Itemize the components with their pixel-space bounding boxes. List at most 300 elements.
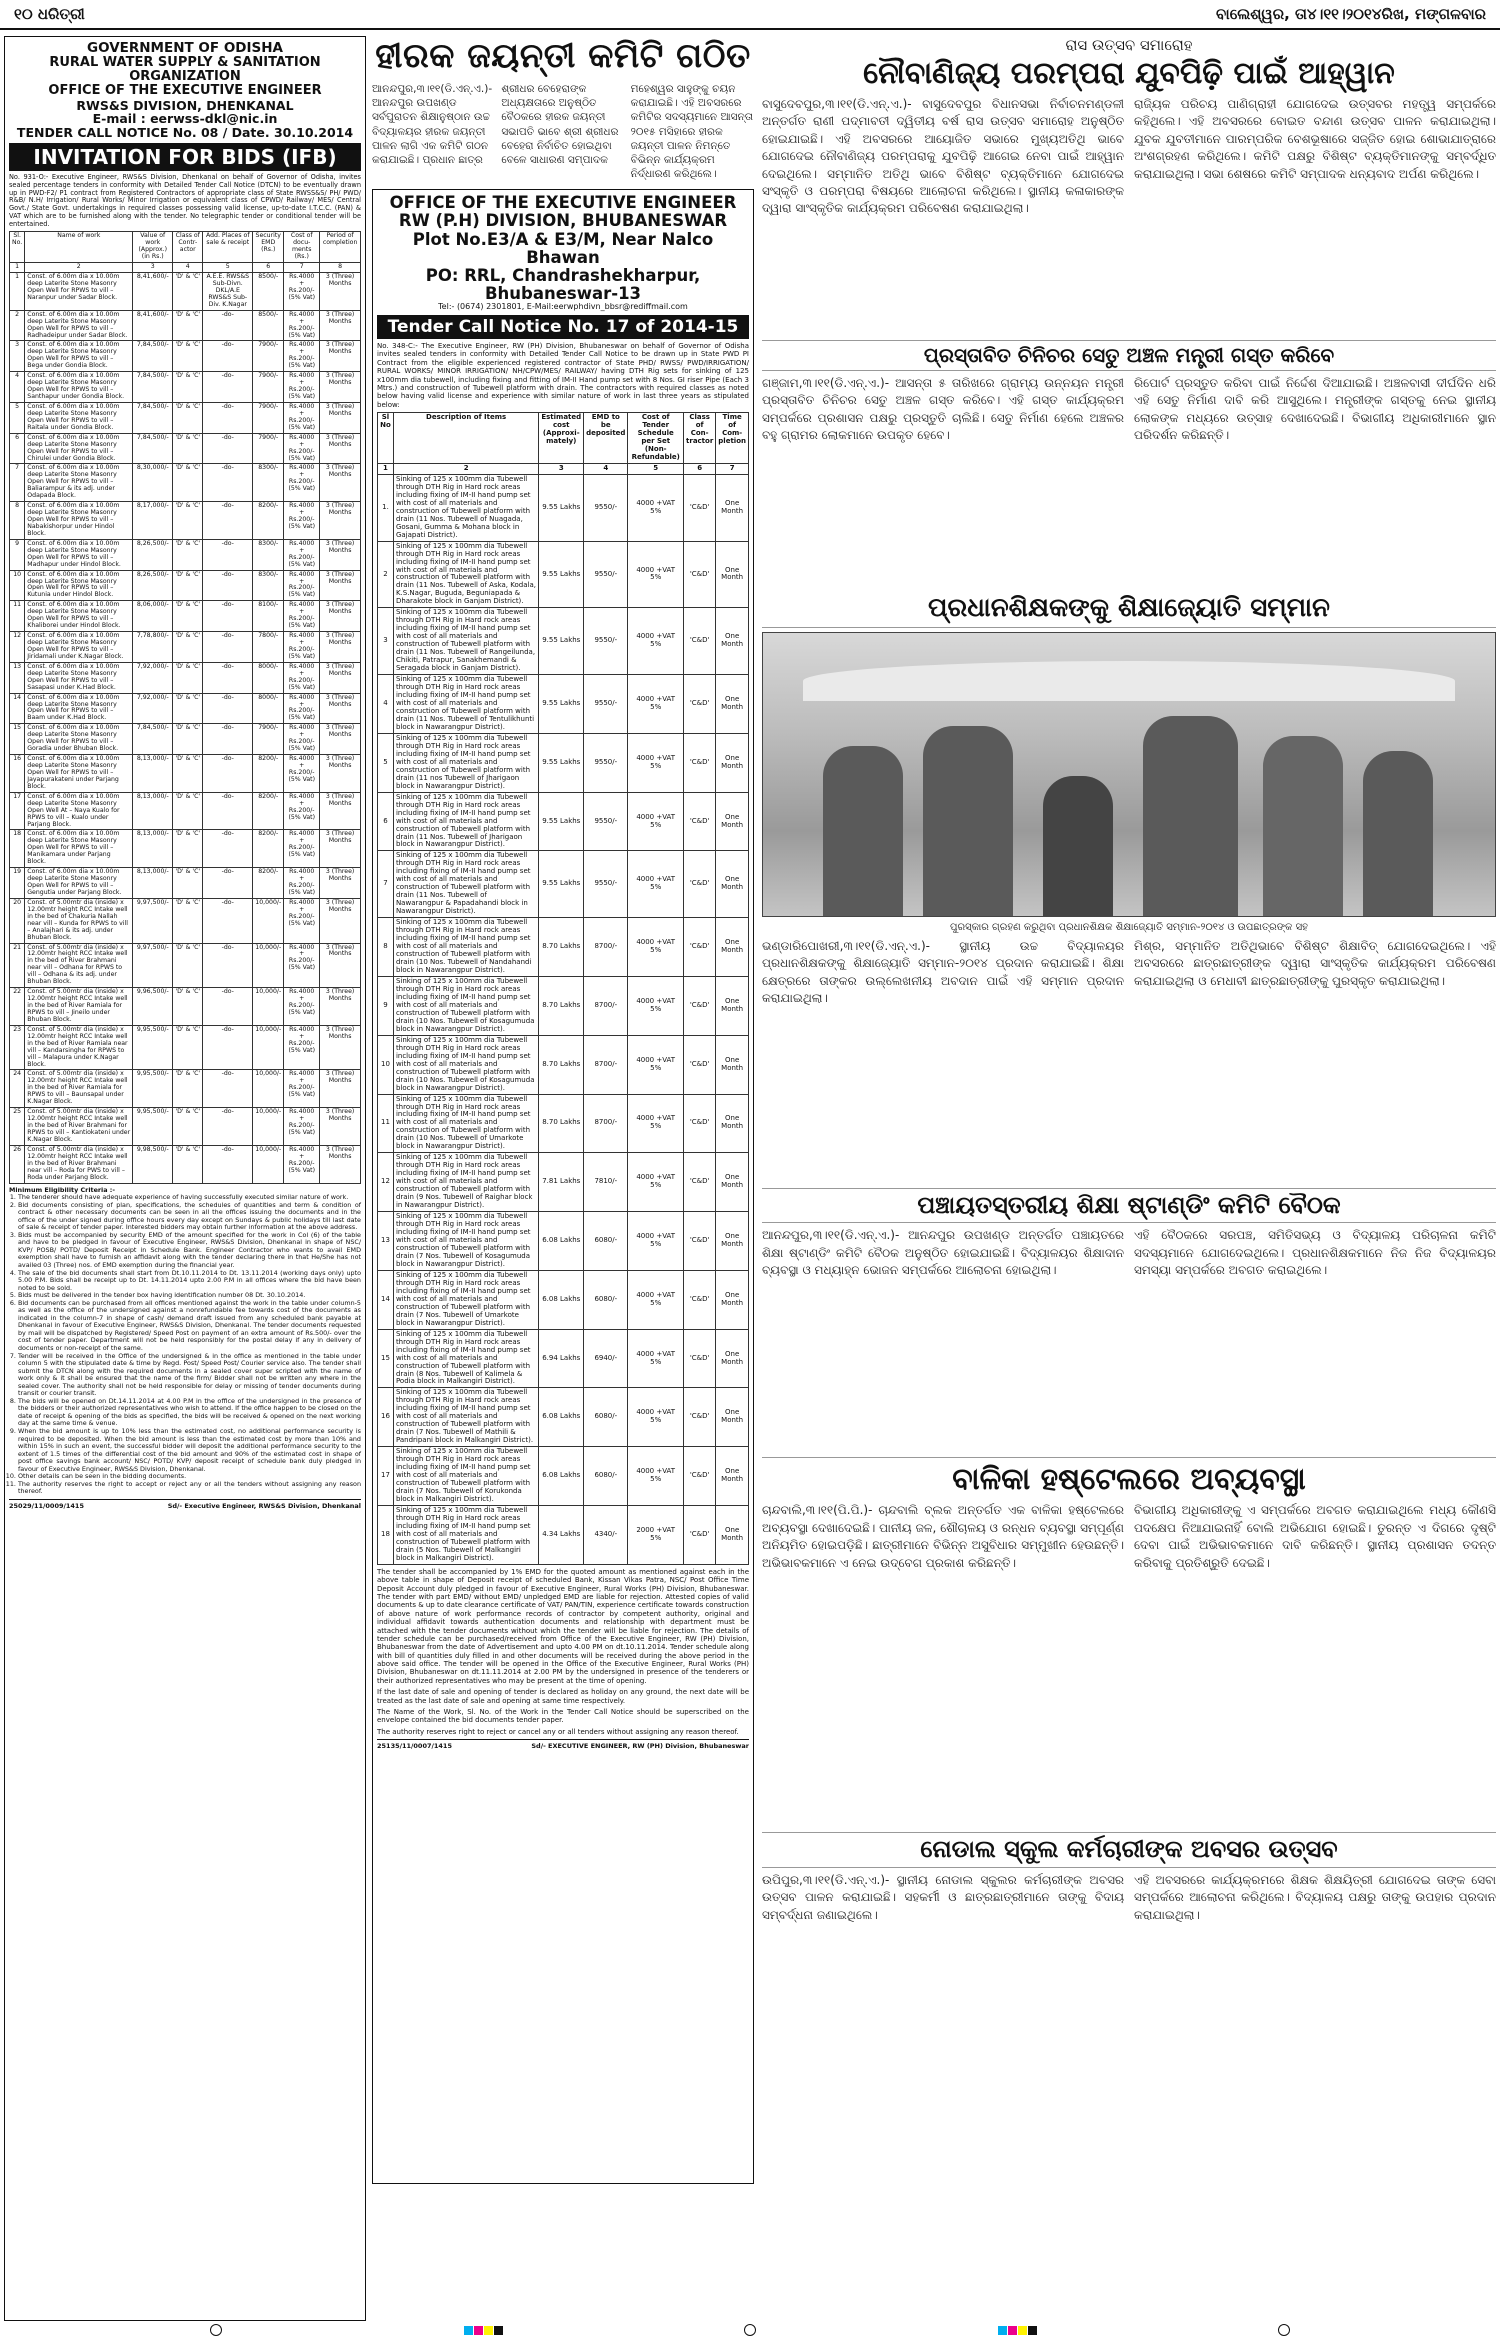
table-cell: 7,84,500/- [133, 724, 173, 755]
table-cell: Sinking of 125 x 100mm dia Tubewell through DTH Rig in Hard rock areas including fixing of IM-II hand pump set with cost of all materials and construction of Tubewell platform with drain (11 Nos. Tubewell of Jharigaon block in Nawarangpur District). [393, 792, 538, 851]
address-line-2: PO: RRL, Chandrashekharpur, Bhubaneswar-13 [425, 265, 701, 304]
table-cell: 2000 +VAT 5% [628, 1506, 684, 1565]
criteria-item: 7. Tender will be received in the Office of the undersigned & in the office as mentioned in the table under column 5 with the stipulated date & time by Regd. Post/ Speed Post/ Courier service also. The tender shall submit the DTCN along with the required documents in a sealed cover super scripted with the name of work only & it shall be ensured that the name of the firm/ Bidder shall not be written any where in the sealed cover. The authority shall not be held responsible for delay or missing of tender documents during transit or courier transit. [18, 1353, 361, 1398]
story-text: ଆନନ୍ଦପୁର,୩।୧୧(ଡି.ଏନ୍.ଏ.)- ଆନନ୍ଦପୁର ଉପଖଣ୍ଡ ଅନ୍ତର୍ଗତ ପଞ୍ଚାୟତରେ ଶିକ୍ଷା ଷ୍ଟାଣ୍ଡିଂ କମିଟି ବୈଠକ ଅନୁଷ୍ଠିତ ହୋଇଯାଇଛି। ବିଦ୍ୟାଳୟର ଶିକ୍ଷାଦାନ ବ୍ୟବସ୍ଥା ଓ ମଧ୍ୟାହ୍ନ ଭୋଜନ ସମ୍ପର୍କରେ ଆଲୋଚନା ହୋଇଥିଲା। [762, 1228, 1124, 1278]
email-line: E-mail : eerwss-dkl@nic.in [92, 111, 278, 127]
division-title: RWS&S DIVISION, DHENKANAL [76, 97, 294, 113]
table-cell: 'D' & 'C' [173, 372, 203, 403]
table-cell: 'D' & 'C' [173, 662, 203, 693]
table-row [378, 675, 749, 734]
table-cell: One Month [716, 1094, 749, 1153]
table-row [10, 341, 361, 372]
table-cell: 4000 +VAT 5% [628, 918, 684, 977]
table-row [378, 1447, 749, 1506]
table-cell: Rs.4000 + Rs.200/- (5% Vat) [284, 868, 320, 899]
headline-naval-trade: ନୌବାଣିଜ୍ୟ ପରମ୍ପରା ଯୁବପିଢ଼ି ପାଇଁ ଆହ୍ୱାନ [863, 56, 1395, 91]
table-cell: 'C&D' [684, 1270, 716, 1329]
table-row [10, 1070, 361, 1108]
table-cell: Const. of 5.00mtr dia (inside) x 12.00mtr height RCC Intake well in the bed of River Brahmani near vill – Odhana for RPWS to vill – Odhana & its adj. under Bhuban Block. [25, 943, 133, 988]
table-cell: 'D' & 'C' [173, 693, 203, 724]
table-cell: 4000 +VAT 5% [628, 1153, 684, 1212]
table-cell: 'C&D' [684, 1329, 716, 1388]
table-cell: 'C&D' [684, 1506, 716, 1565]
ad-signature: Sd/- Executive Engineer, RWS&S Division, Dhenkanal [167, 1501, 361, 1510]
page-number: ୧୦ ଧରିତ୍ରୀ [14, 5, 85, 23]
table-cell: Const. of 6.00m dia x 10.00m deep Laterite Stone Masonry Open Well for RPWS to vill – Bega under Gondia Block. [25, 341, 133, 372]
table-cell: 'D' & 'C' [173, 898, 203, 943]
table-cell: -do- [203, 1025, 253, 1070]
story-text: ଏହି ଅବସରରେ କାର୍ଯ୍ୟକ୍ରମରେ ଶିକ୍ଷକ ଶିକ୍ଷୟିତ୍ରୀ ଯୋଗଦେଇ ତାଙ୍କ ସେବା ସମ୍ପର୍କରେ ଆଲୋଚନା କରିଥିଲେ। ବିଦ୍ୟାଳୟ ପକ୍ଷରୁ ତାଙ୍କୁ ଉପହାର ପ୍ରଦାନ କରାଯାଇଥିଲା। [1134, 1873, 1496, 1922]
table-cell: Sinking of 125 x 100mm dia Tubewell through DTH Rig in Hard rock areas including fixing of IM-II hand pump set with cost of all materials and construction of Tubewell platform with drain (8 Nos. Tubewell of Kalimela & Podia block in Malkangiri District). [393, 1329, 538, 1388]
tender-para-4: The authority reserves right to reject or cancel any or all tenders without assigning any reason thereof. [377, 1727, 739, 1736]
table-cell: 9,95,500/- [133, 1025, 173, 1070]
table-cell: Rs.4000 + Rs.200/- (5% Vat) [284, 662, 320, 693]
table-cell: -do- [203, 662, 253, 693]
story-retirement [762, 1872, 1496, 2022]
table-cell: A.E.E. RWS&S Sub-Divn. DKL/A.E RWS&S Sub-Div. K.Nagar [203, 273, 253, 311]
contact-line: Tel:- (0674) 2301801, E-Mail:eerwphdivn_bbsr@rediffmail.com [438, 302, 688, 312]
tender-ad-bhubaneswar [372, 189, 754, 2184]
table-cell: 8,41,600/- [133, 310, 173, 341]
table-cell: Sinking of 125 x 100mm dia Tubewell through DTH Rig in Hard rock areas including fixing of IM-II hand pump set with cost of all materials and construction of Tubewell platform with drain (11 Nos. Tubewell of Nuagada, Gosani, Gumma & Mohana block in Gajapati District). [393, 474, 538, 541]
headline-girls-hostel: ବାଳିକା ହଷ୍ଟେଲରେ ଅବ୍ୟବସ୍ଥା [762, 1457, 1496, 1498]
table-cell: Rs.4000 + Rs.200/- (5% Vat) [284, 830, 320, 868]
table-cell: Const. of 6.00m dia x 10.00m deep Laterite Stone Masonry Open Well for RPWS to vill – Jiridamali under K.Nagar Block. [25, 632, 133, 663]
registration-mark-icon [210, 2324, 222, 2336]
table-cell: 'D' & 'C' [173, 1145, 203, 1183]
table-cell: 3 (Three) Months [320, 464, 361, 502]
table-cell: 10 [10, 570, 25, 601]
photo-person-shape [1043, 776, 1113, 916]
table-cell: 'D' & 'C' [173, 724, 203, 755]
table-cell: 'D' & 'C' [173, 273, 203, 311]
table-cell: 3 (Three) Months [320, 273, 361, 311]
table-cell: 'D' & 'C' [173, 755, 203, 793]
table-cell: 3 (Three) Months [320, 433, 361, 464]
table-cell: -do- [203, 310, 253, 341]
criteria-item: 6. Bid documents can be purchased from all offices mentioned against the work in the table under column-5 as well as the office of the undersigned against a nonrefundable fee towards cost of the documents as indicated in the column-7 in shape of cash/ demand draft issued from any scheduled bank payable at Dhenkanal in favour of Executive Engineer, RWS&S Division, Dhenkanal. The tender documents requested by mail will be dispatched by Registered/ Speed Post on payment of an extra amount of Rs.500/- over the cost of tender paper. Department will not be held responsibly for the postal delay if any in delivery of documents or non-receipt of the same. [18, 1300, 361, 1353]
table-cell: -do- [203, 341, 253, 372]
table-row [10, 502, 361, 540]
table-cell: 4340/- [584, 1506, 628, 1565]
table-cell: 8200/- [253, 755, 284, 793]
table-cell: 9,95,500/- [133, 1070, 173, 1108]
column-number: 3 [539, 463, 584, 474]
table-cell: Const. of 5.00mtr dia (inside) x 12.00mtr height RCC Intake well in the bed of River Brahmani for RPWS to vill – Kantiokateni under K.Nagar Block. [25, 1108, 133, 1146]
column-number: 2 [393, 463, 538, 474]
table-row [10, 943, 361, 988]
table-cell: 4000 +VAT 5% [628, 976, 684, 1035]
story-text: ଏହି ବୈଠକରେ ସରପଞ୍ଚ, ସମିତିସଭ୍ୟ ଓ ବିଦ୍ୟାଳୟ ପରିଚାଳନା କମିଟି ସଦସ୍ୟମାନେ ଯୋଗଦେଇଥିଲେ। ପ୍ରଧାନଶିକ୍ଷକମାନେ ନିଜ ନିଜ ବିଦ୍ୟାଳୟର ସମସ୍ୟା ସମ୍ପର୍କରେ ଅବଗତ କରାଇଥିଲେ। [1134, 1228, 1496, 1278]
table-row [10, 898, 361, 943]
table-cell: 'D' & 'C' [173, 502, 203, 540]
ad-release-id: 25029/11/0009/1415 [9, 1501, 84, 1510]
table-cell: 9.55 Lakhs [539, 608, 584, 675]
tender-ad-dhenkanal [4, 36, 366, 2321]
table-cell: 3 (Three) Months [320, 502, 361, 540]
table-row [378, 1270, 749, 1329]
table-row [10, 868, 361, 899]
table-row [10, 632, 361, 663]
news-column [762, 36, 1496, 2321]
table-cell: 1 [10, 273, 25, 311]
table-cell: Sinking of 125 x 100mm dia Tubewell through DTH Rig in Hard rock areas including fixing of IM-II hand pump set with cost of all materials and construction of Tubewell platform with drain (10 Nos. Tubewell of Kosagumuda block in Nawarangpur District). [393, 1035, 538, 1094]
table-cell: 26 [10, 1145, 25, 1183]
table-row [10, 273, 361, 311]
table-cell: 3 (Three) Months [320, 662, 361, 693]
table-cell: One Month [716, 733, 749, 792]
table-cell: Rs.4000 + Rs.200/- (5% Vat) [284, 273, 320, 311]
office-title: OFFICE OF THE EXECUTIVE ENGINEER [48, 83, 322, 99]
table-cell: Sinking of 125 x 100mm dia Tubewell through DTH Rig in Hard rock areas including fixing of IM-II hand pump set with cost of all materials and construction of Tubewell platform with drain (10 Nos. Tubewell of Kosagumuda block in Nawarangpur District). [393, 976, 538, 1035]
table-cell: Sinking of 125 x 100mm dia Tubewell through DTH Rig in Hard rock areas including fixing of IM-II hand pump set with cost of all materials and construction of Tubewell platform with drain (11 Nos. Tubewell of Aska, Kodala, K.S.Nagar, Buguda, Beguniapada & Dharakote block in Ganjam District). [393, 541, 538, 608]
table-cell: Sinking of 125 x 100mm dia Tubewell through DTH Rig in Hard rock areas including fixing of IM-II hand pump set with cost of all materials and construction of Tubewell platform with drain (7 Nos. Tubewell of Korukonda block in Malkangiri District). [393, 1447, 538, 1506]
column-header: EMD to be deposited [584, 413, 628, 464]
table-cell: -do- [203, 943, 253, 988]
column-header: Security EMD (Rs.) [253, 232, 284, 263]
photo-person-shape [823, 746, 903, 916]
story-naval-trade [762, 96, 1496, 336]
table-cell: 'D' & 'C' [173, 341, 203, 372]
table-cell: 7 [10, 464, 25, 502]
table-cell: Rs.4000 + Rs.200/- (5% Vat) [284, 988, 320, 1026]
table-cell: 5 [378, 733, 394, 792]
column-number: 7 [716, 463, 749, 474]
table-cell: 8.70 Lakhs [539, 976, 584, 1035]
table-cell: 'D' & 'C' [173, 868, 203, 899]
criteria-item: 10. Other details can be seen in the bidding documents. [18, 1473, 361, 1481]
table-cell: 13 [378, 1212, 394, 1271]
table-cell: 7900/- [253, 402, 284, 433]
criteria-item: 11. The authority reserves the right to accept or reject any or all the tenders without assigning any reason thereof. [18, 1481, 361, 1496]
table-cell: 7,84,500/- [133, 402, 173, 433]
table-cell: Const. of 6.00m dia x 10.00m deep Laterite Stone Masonry Open Well for RPWS to vill – Raitala under Gondia Block. [25, 402, 133, 433]
table-cell: 10,000/- [253, 1025, 284, 1070]
color-bar [464, 2326, 503, 2335]
table-cell: 9 [378, 976, 394, 1035]
table-cell: 'D' & 'C' [173, 943, 203, 988]
table-cell: 7900/- [253, 341, 284, 372]
notice-line: TENDER CALL NOTICE No. 08 / Date. 30.10.2014 [16, 125, 354, 141]
tender-para-3: The Name of the Work, Sl. No. of the Work in the Tender Call Notice should be superscribed on the envelope contained the bid documents tender paper. [377, 1708, 749, 1725]
table-cell: Sinking of 125 x 100mm dia Tubewell through DTH Rig in Hard rock areas including fixing of IM-II hand pump set with cost of all materials and construction of Tubewell platform with drain (7 Nos. Tubewell of Mathili & Pandripani block in Malkangiri District). [393, 1388, 538, 1447]
table-cell: Rs.4000 + Rs.200/- (5% Vat) [284, 632, 320, 663]
table-cell: 5 [10, 402, 25, 433]
left-ad-footer [9, 1499, 361, 1510]
middle-column [372, 36, 754, 2321]
table-cell: 9,98,500/- [133, 1145, 173, 1183]
table-cell: 12 [10, 632, 25, 663]
table-cell: 6080/- [584, 1212, 628, 1271]
column-header: Value of work (Approx.) (in Rs.) [133, 232, 173, 263]
column-number: 5 [628, 463, 684, 474]
table-cell: Sinking of 125 x 100mm dia Tubewell through DTH Rig in Hard rock areas including fixing of IM-II hand pump set with cost of all materials and construction of Tubewell platform with drain (7 Nos. Tubewell of Kosagumuda block in Nawarangpur District). [393, 1212, 538, 1271]
column-number: 6 [684, 463, 716, 474]
table-cell: 'C&D' [684, 792, 716, 851]
table-cell: 11 [10, 601, 25, 632]
criteria-item: 4. The sale of the bid documents shall start from Dt.10.11.2014 to Dt. 13.11.2014 (working days only) upto 5.00 P.M. Bids shall be receipt up to Dt. 14.11.2014 upto 2.00 P.M in all offices where the bid have been noted to be sold. [18, 1270, 361, 1293]
table-cell: 3 (Three) Months [320, 632, 361, 663]
table-cell: One Month [716, 851, 749, 918]
table-cell: -do- [203, 988, 253, 1026]
story-text: ଭଣ୍ଡାରିପୋଖରୀ,୩।୧୧(ଡି.ଏନ୍.ଏ.)- ସ୍ଥାନୀୟ ଉଚ୍ଚ ବିଦ୍ୟାଳୟର ପ୍ରଧାନଶିକ୍ଷକଙ୍କୁ ଶିକ୍ଷାଜ୍ୟୋତି ସମ୍ମାନ-୨୦୧୪ ପ୍ରଦାନ କରାଯାଇଛି। ଶିକ୍ଷା କ୍ଷେତ୍ରରେ ତାଙ୍କର ଉଲ୍ଲେଖନୀୟ ଅବଦାନ ପାଇଁ ଏହି ସମ୍ମାନ ପ୍ରଦାନ କରାଯାଇଥିଲା। [762, 938, 1124, 1006]
table-row [10, 755, 361, 793]
table-cell: 3 (Three) Months [320, 372, 361, 403]
table-cell: 'C&D' [684, 976, 716, 1035]
table-cell: 9,97,500/- [133, 943, 173, 988]
table-cell: 9.55 Lakhs [539, 541, 584, 608]
table-cell: Rs.4000 + Rs.200/- (5% Vat) [284, 1145, 320, 1183]
table-cell: 10,000/- [253, 988, 284, 1026]
table-cell: 16 [378, 1388, 394, 1447]
column-header: Class of Con-tractor [684, 413, 716, 464]
table-cell: 4000 +VAT 5% [628, 733, 684, 792]
table-cell: Rs.4000 + Rs.200/- (5% Vat) [284, 1108, 320, 1146]
table-cell: -do- [203, 464, 253, 502]
table-cell: 8700/- [584, 976, 628, 1035]
table-cell: Const. of 6.00m dia x 10.00m deep Laterite Stone Masonry Open Well for RPWS to vill – Nabakishorpur under Hindol Block. [25, 502, 133, 540]
office-title: OFFICE OF THE EXECUTIVE ENGINEER [389, 193, 737, 213]
table-row [378, 1506, 749, 1565]
table-cell: Rs.4000 + Rs.200/- (5% Vat) [284, 693, 320, 724]
registration-mark-icon [1278, 2324, 1290, 2336]
table-cell: 6940/- [584, 1329, 628, 1388]
story-text: ମିଶ୍ର, ସମ୍ମାନିତ ଅତିଥିଭାବେ ବିଶିଷ୍ଟ ଶିକ୍ଷାବିତ୍ ଯୋଗଦେଇଥିଲେ। ଏହି ଅବସରରେ ଛାତ୍ରଛାତ୍ରୀଙ୍କ ଦ୍ୱାରା ସାଂସ୍କୃତିକ କାର୍ଯ୍ୟକ୍ରମ ପରିବେଷଣ କରାଯାଇଥିଲା ଓ ମେଧାବୀ ଛାତ୍ରଛାତ୍ରୀଙ୍କୁ ପୁରସ୍କୃତ କରାଯାଇଥିଲା। [1134, 938, 1496, 988]
column-number: 4 [584, 463, 628, 474]
table-cell: 9550/- [584, 675, 628, 734]
tender-intro: No. 348-C:- The Executive Engineer, RW (PH) Division, Bhubaneswar on behalf of Governor of Odisha invites sealed tenders in conformity with Detailed Tender Call Notice to be drawn up in State PWD PI Contract from the eligible experienced registered contractor of State PHD/ RWSS/ PWD/IRRIGATION/ RURAL WORKS/ MINOR IRRIGATION/ NH/CPW/MES/ RAILWAY/ having DTH Rig sets for sinking of 125 x100mm dia tubewell, including fixing and fitting of IM-II Hand pump set with 8 Nos. GI riser Pipe (Each 3 Mtrs.) and construction of Tubewell platform with drain. The contractors with required classes as noted below having valid license and experience with similar nature of work in last three years as stipulated below: [377, 341, 749, 409]
table-cell: 15 [378, 1329, 394, 1388]
table-cell: 8300/- [253, 539, 284, 570]
table-cell: 9550/- [584, 851, 628, 918]
table-cell: 4000 +VAT 5% [628, 675, 684, 734]
story-girls-hostel [762, 1502, 1496, 1832]
table-cell: 6080/- [584, 1447, 628, 1506]
table-cell: Sinking of 125 x 100mm dia Tubewell through DTH Rig in Hard rock areas including fixing of IM-II hand pump set with cost of all materials and construction of Tubewell platform with drain (11 Nos. Tubewell of Nawarangpur & Papadahandi block in Nawarangpur District). [393, 851, 538, 918]
table-cell: 7900/- [253, 433, 284, 464]
color-bar [998, 2326, 1037, 2335]
table-cell: One Month [716, 1447, 749, 1506]
table-cell: One Month [716, 675, 749, 734]
table-cell: 8,26,500/- [133, 570, 173, 601]
table-cell: -do- [203, 632, 253, 663]
tubewell-table [377, 412, 749, 1565]
column-header: Sl. No. [10, 232, 25, 263]
table-cell: One Month [716, 541, 749, 608]
story-text: ବିଭାଗୀୟ ଅଧିକାରୀଙ୍କୁ ଏ ସମ୍ପର୍କରେ ଅବଗତ କରାଯାଇଥିଲେ ମଧ୍ୟ କୌଣସି ପଦକ୍ଷେପ ନିଆଯାଇନାହିଁ ବୋଲି ଅଭିଯୋଗ ହୋଇଛି। ତୁରନ୍ତ ଏ ଦିଗରେ ଦୃଷ୍ଟି ଦେବା ପାଇଁ ଅଭିଭାବକମାନେ ଦାବି କରିଛନ୍ତି। ସ୍ଥାନୀୟ ପ୍ରଶାସନ ତଦନ୍ତ କରିବାକୁ ପ୍ରତିଶ୍ରୁତି ଦେଇଛି। [1134, 1503, 1496, 1570]
table-row [378, 976, 749, 1035]
table-cell: -do- [203, 830, 253, 868]
table-cell: 7,92,000/- [133, 662, 173, 693]
table-row [378, 733, 749, 792]
table-cell: Rs.4000 + Rs.200/- (5% Vat) [284, 601, 320, 632]
table-cell: 18 [378, 1506, 394, 1565]
table-cell: -do- [203, 792, 253, 830]
table-cell: 25 [10, 1108, 25, 1146]
table-cell: 'C&D' [684, 474, 716, 541]
table-cell: One Month [716, 608, 749, 675]
table-cell: 6080/- [584, 1270, 628, 1329]
column-header: Description of Items [393, 413, 538, 464]
table-cell: 4000 +VAT 5% [628, 792, 684, 851]
table-cell: 3 (Three) Months [320, 1070, 361, 1108]
division-title: RW (P.H) DIVISION, BHUBANESWAR [398, 211, 728, 231]
table-cell: One Month [716, 1270, 749, 1329]
table-cell: 4000 +VAT 5% [628, 1329, 684, 1388]
table-cell: -do- [203, 601, 253, 632]
table-row [378, 541, 749, 608]
table-cell: Sinking of 125 x 100mm dia Tubewell through DTH Rig in Hard rock areas including fixing of IM-II hand pump set with cost of all materials and construction of Tubewell platform with drain (7 Nos. Tubewell of Umarkote block in Nawarangpur District). [393, 1270, 538, 1329]
table-cell: 3 [10, 341, 25, 372]
table-cell: 8000/- [253, 662, 284, 693]
table-cell: 8700/- [584, 918, 628, 977]
diamond-jubilee-headline: ହୀରକ ଜୟନ୍ତୀ କମିଟି ଗଠିତ [375, 36, 751, 76]
column-header: Sl No [378, 413, 394, 464]
photo-banner-shape [803, 661, 1455, 701]
table-row [10, 724, 361, 755]
column-number: 4 [173, 263, 203, 273]
table-cell: 3 (Three) Months [320, 1025, 361, 1070]
table-row [378, 1153, 749, 1212]
criteria-item: 8. The bids will be opened on Dt.14.11.2014 at 4.00 P.M in the office of the undersigned in the presence of the bidders or their authorized representatives who wish to attend. If the office happen to be closed on the date of receipt & opening of the bids as specified, the bids will be received & opened on the next working day at the same time & venue. [18, 1398, 361, 1428]
table-cell: 4000 +VAT 5% [628, 1094, 684, 1153]
table-cell: -do- [203, 570, 253, 601]
table-cell: One Month [716, 792, 749, 851]
table-cell: 9.55 Lakhs [539, 851, 584, 918]
table-cell: 9550/- [584, 733, 628, 792]
table-cell: One Month [716, 1212, 749, 1271]
table-cell: Sinking of 125 x 100mm dia Tubewell through DTH Rig in Hard rock areas including fixing of IM-II hand pump set with cost of all materials and construction of Tubewell platform with drain (10 Nos. Tubewell of Umarkote block in Nawarangpur District). [393, 1094, 538, 1153]
table-cell: 9550/- [584, 541, 628, 608]
table-cell: 3 (Three) Months [320, 724, 361, 755]
story-bridge [762, 375, 1496, 585]
table-cell: 'D' & 'C' [173, 310, 203, 341]
table-cell: 'D' & 'C' [173, 433, 203, 464]
table-cell: 'C&D' [684, 1094, 716, 1153]
table-row [378, 1035, 749, 1094]
table-cell: 2 [378, 541, 394, 608]
table-cell: 3 (Three) Months [320, 868, 361, 899]
table-cell: Sinking of 125 x 100mm dia Tubewell through DTH Rig in Hard rock areas including fixing of IM-II hand pump set with cost of all materials and construction of Tubewell platform with drain (9 Nos. Tubewell of Raighar block in Nawarangpur District). [393, 1153, 538, 1212]
table-cell: Const. of 6.00m dia x 10.00m deep Laterite Stone Masonry Open Well for RPWS to vill – Manikamara under Parjang Block. [25, 830, 133, 868]
table-cell: 9 [10, 539, 25, 570]
table-cell: Rs.4000 + Rs.200/- (5% Vat) [284, 1070, 320, 1108]
table-cell: 8500/- [253, 310, 284, 341]
table-cell: 6080/- [584, 1388, 628, 1447]
table-cell: 4000 +VAT 5% [628, 1035, 684, 1094]
table-cell: Rs.4000 + Rs.200/- (5% Vat) [284, 1025, 320, 1070]
table-row [10, 988, 361, 1026]
tender-para-2: If the last date of sale and opening of tender is declared as holiday on any ground, the next date will be treated as the last date of sale and opening at same time respectively. [377, 1688, 749, 1705]
table-cell: 6 [378, 792, 394, 851]
table-cell: Const. of 6.00m dia x 10.00m deep Laterite Stone Masonry Open Well At – Naya Kualo for RPWS to vill – Kualo under Parjang Block. [25, 792, 133, 830]
table-cell: Rs.4000 + Rs.200/- (5% Vat) [284, 943, 320, 988]
table-cell: 'D' & 'C' [173, 539, 203, 570]
table-cell: 'C&D' [684, 675, 716, 734]
table-cell: 3 (Three) Months [320, 755, 361, 793]
table-row [378, 1329, 749, 1388]
table-cell: 'C&D' [684, 1447, 716, 1506]
table-row [10, 310, 361, 341]
table-cell: 9,97,500/- [133, 898, 173, 943]
photo-person-shape [1363, 751, 1433, 916]
table-cell: -do- [203, 693, 253, 724]
eligibility-criteria [9, 1187, 361, 1496]
table-row [10, 539, 361, 570]
table-cell: 'C&D' [684, 608, 716, 675]
table-cell: Const. of 6.00m dia x 10.00m deep Laterite Stone Masonry Open Well for RPWS to vill – Kutunia under Hindol Block. [25, 570, 133, 601]
kicker: ରାସ ଉତ୍ସବ ସମାରୋହ [1065, 36, 1193, 54]
table-cell: Rs.4000 + Rs.200/- (5% Vat) [284, 372, 320, 403]
table-cell: 8,41,600/- [133, 273, 173, 311]
table-cell: 'C&D' [684, 1388, 716, 1447]
table-cell: 8500/- [253, 273, 284, 311]
table-row [10, 1108, 361, 1146]
table-cell: 7810/- [584, 1153, 628, 1212]
table-cell: 8300/- [253, 570, 284, 601]
table-cell: 3 (Three) Months [320, 341, 361, 372]
table-row [378, 474, 749, 541]
table-cell: 8200/- [253, 502, 284, 540]
photo-caption: ପୁରସ୍କାର ଗ୍ରହଣ କରୁଥିବା ପ୍ରଧାନଶିକ୍ଷକ ଶିକ୍ଷାଜ୍ୟୋତି ସମ୍ମାନ-୨୦୧୪ ଓ ଉପଛାତ୍ରଙ୍କ ସହ [950, 921, 1308, 933]
table-cell: 4 [10, 372, 25, 403]
table-cell: 9.55 Lakhs [539, 474, 584, 541]
story-text: ବାସୁଦେବପୁର,୩।୧୧(ଡି.ଏନ୍.ଏ.)- ବାସୁଦେବପୁର ବିଧାନସଭା ନିର୍ବାଚନମଣ୍ଡଳୀ ଅନ୍ତର୍ଗତ ରାଣୀ ପଦ୍ମାବତୀ ଦ୍ୱିତୀୟ ବର୍ଷ ରାସ ଉତ୍ସବ ସମାରୋହ ଅନୁଷ୍ଠିତ ହୋଇଯାଇଛି। ଏହି ଅବସରରେ ଆୟୋଜିତ ସଭାରେ ମୁଖ୍ୟଅତିଥି ଭାବେ ଯୋଗଦେଇ ନୌବାଣିଜ୍ୟ ପରମ୍ପରାକୁ ଯୁବପିଢ଼ି ଆଗେଇ ନେବା ପାଇଁ ଆହ୍ୱାନ ଦେଇଥିଲେ। ସମ୍ମାନିତ ଅତିଥି ଭାବେ ବିଶିଷ୍ଟ ବ୍ୟକ୍ତିମାନେ ଯୋଗଦେଇ ସଂସ୍କୃତି ଓ ପରମ୍ପରା ବିଷୟରେ ଆଲୋଚନା କରିଥିଲେ। ସ୍ଥାନୀୟ କଳାକାରଙ୍କ ଦ୍ୱାରା ସାଂସ୍କୃତିକ କାର୍ଯ୍ୟକ୍ରମ ପରିବେଷଣ କରାଯାଇଥିଲା। [762, 97, 1124, 216]
table-row [378, 608, 749, 675]
page-header [0, 0, 1500, 30]
table-row [10, 1145, 361, 1183]
column-number: 7 [284, 263, 320, 273]
table-cell: -do- [203, 1145, 253, 1183]
mid-ad-footer [377, 1739, 749, 1750]
table-cell: 'C&D' [684, 1212, 716, 1271]
table-cell: Const. of 5.00mtr dia (inside) x 12.00mtr height RCC Intake well in the bed of River Brahmani near vill – Roda for PWS to vill – Roda under Parjang Block. [25, 1145, 133, 1183]
table-row [10, 693, 361, 724]
story-col-b: ଶ୍ରୀଧର ବେହେରାଙ୍କ ଅଧ୍ୟକ୍ଷତାରେ ଅନୁଷ୍ଠିତ ବୈଠକରେ ହୀରକ ଜୟନ୍ତୀ ସଭାପତି ଭାବେ ଶ୍ରୀ ଶ୍ରୀଧର ବେହେରା ନିର୍ବାଚିତ ହୋଇଥିବା ବେଳେ ସାଧାରଣ ସମ୍ପାଦକ [501, 83, 619, 166]
table-cell: 7900/- [253, 724, 284, 755]
table-cell: 8200/- [253, 830, 284, 868]
table-cell: Const. of 5.00mtr dia (inside) x 12.00mtr height RCC Intake well in the bed of River Ramiala for RPWS to vill – Baunsapal under K.Nagar Block. [25, 1070, 133, 1108]
column-header: Name of work [25, 232, 133, 263]
table-cell: Rs.4000 + Rs.200/- (5% Vat) [284, 402, 320, 433]
table-row [10, 372, 361, 403]
table-cell: 'D' & 'C' [173, 464, 203, 502]
table-cell: 9,96,500/- [133, 988, 173, 1026]
criteria-title: Minimum Eligibility Criteria :- [9, 1185, 115, 1194]
table-cell: 'D' & 'C' [173, 830, 203, 868]
table-cell: 17 [10, 792, 25, 830]
table-cell: 9550/- [584, 474, 628, 541]
table-cell: 18 [10, 830, 25, 868]
table-cell: Const. of 6.00m dia x 10.00m deep Laterite Stone Masonry Open Well for RPWS to vill – Baliarampur & its adj. under Odapada Block. [25, 464, 133, 502]
table-row [378, 1094, 749, 1153]
print-registration-marks [0, 2323, 1500, 2337]
table-cell: 9.55 Lakhs [539, 675, 584, 734]
table-cell: 'D' & 'C' [173, 570, 203, 601]
table-cell: 'D' & 'C' [173, 1070, 203, 1108]
table-cell: 8,13,000/- [133, 755, 173, 793]
table-cell: Rs.4000 + Rs.200/- (5% Vat) [284, 755, 320, 793]
table-row [10, 570, 361, 601]
table-cell: 8100/- [253, 601, 284, 632]
table-cell: 8300/- [253, 464, 284, 502]
table-cell: 10,000/- [253, 1108, 284, 1146]
story-text: ଉପିପୁର,୩।୧୧(ଡି.ଏନ୍.ଏ.)- ସ୍ଥାନୀୟ ନୋଡାଲ ସ୍କୁଲର କର୍ମଚାରୀଙ୍କ ଅବସର ଉତ୍ସବ ପାଳନ କରାଯାଇଛି। ସହକର୍ମୀ ଓ ଛାତ୍ରଛାତ୍ରୀମାନେ ତାଙ୍କୁ ବିଦାୟ ସମ୍ବର୍ଦ୍ଧନା ଜଣାଇଥିଲେ। [762, 1873, 1124, 1922]
column-number: 6 [253, 263, 284, 273]
story-teacher-award [762, 938, 1496, 1188]
table-cell: Sinking of 125 x 100mm dia Tubewell through DTH Rig in Hard rock areas including fixing of IM-II hand pump set with cost of all materials and construction of Tubewell platform with drain (11 Nos. Tubewell of Rangeilunda, Chikiti, Patrapur, Sanakhemandi & Seragada block in Ganjam District). [393, 608, 538, 675]
headline-retirement: ନୋଡାଲ ସ୍କୁଲ କର୍ମଚାରୀଙ୍କ ଅବସର ଉତ୍ସବ [762, 1832, 1496, 1868]
